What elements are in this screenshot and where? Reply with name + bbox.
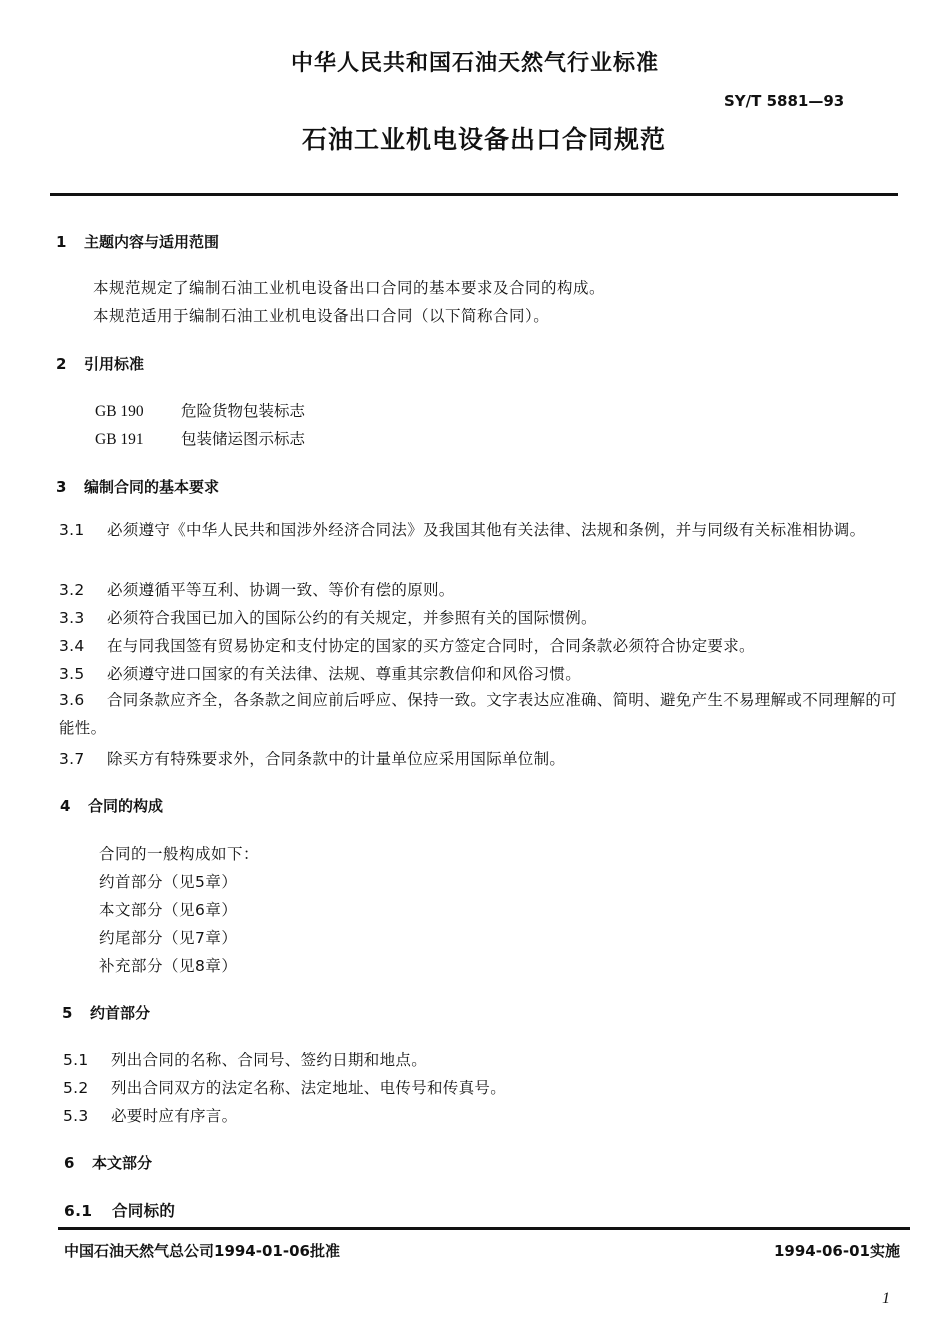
section-number: 4 (60, 797, 71, 815)
clause-number: 3.7 (59, 750, 85, 768)
clause-text: 必须遵守《中华人民共和国涉外经济合同法》及我国其他有关法律、法规和条例，并与同级有关标准相协调。 (107, 521, 866, 539)
section-number: 5 (62, 1004, 73, 1022)
document-title: 石油工业机电设备出口合同规范 (301, 125, 666, 154)
reference-item (95, 427, 305, 449)
clause-3-6 (59, 686, 899, 742)
clause-number: 3.3 (59, 609, 85, 627)
clause-text: 除买方有特殊要求外，合同条款中的计量单位应采用国际单位制。 (107, 750, 566, 768)
section-6-heading (64, 1152, 152, 1173)
section-title: 引用标准 (84, 355, 145, 373)
clause-number: 3.1 (59, 521, 85, 539)
clause-text: 合同标的 (112, 1202, 176, 1220)
clause-3-4 (59, 634, 755, 656)
clause-text: 在与同我国签有贸易协定和支付协定的国家的买方签定合同时，合同条款必须符合协定要求。 (107, 637, 755, 655)
composition-part: 补充部分（见8章） (99, 957, 238, 975)
section-3-heading (56, 476, 219, 497)
composition-intro: 合同的一般构成如下： (99, 845, 260, 863)
clause-3-3 (59, 606, 597, 628)
section-4-heading (60, 795, 163, 816)
clause-text: 列出合同的名称、合同号、签约日期和地点。 (111, 1051, 428, 1069)
reference-code: GB 190 (95, 403, 144, 420)
composition-part: 本文部分（见6章） (99, 901, 238, 919)
section-2-heading (56, 353, 144, 374)
section-number: 2 (56, 355, 67, 373)
section-number: 6 (64, 1154, 75, 1172)
paragraph: 本规范适用于编制石油工业机电设备出口合同（以下简称合同）。 (93, 307, 550, 325)
standard-code: SY/T 5881—93 (724, 92, 845, 110)
approval-date: 中国石油天然气总公司1994-01-06批准 (64, 1242, 340, 1260)
clause-3-1 (59, 516, 899, 544)
reference-code: GB 191 (95, 431, 144, 448)
section-title: 合同的构成 (88, 797, 164, 815)
clause-number: 3.5 (59, 665, 85, 683)
reference-item (95, 399, 305, 421)
clause-3-7 (59, 747, 565, 769)
header-divider (50, 193, 898, 196)
clause-5-1 (63, 1048, 427, 1070)
section-number: 1 (56, 233, 67, 251)
clause-text: 必要时应有序言。 (111, 1107, 238, 1125)
clause-number: 5.2 (63, 1079, 89, 1097)
clause-text: 合同条款应齐全，各条款之间应前后呼应、保持一致。文字表达应准确、简明、避免产生不易理解或不同理解的可能性。 (59, 691, 898, 737)
clause-number: 3.4 (59, 637, 85, 655)
section-title: 主题内容与适用范围 (84, 233, 220, 251)
clause-3-2 (59, 578, 455, 600)
composition-part: 约尾部分（见7章） (99, 929, 238, 947)
section-title: 本文部分 (92, 1154, 153, 1172)
footer-divider (58, 1227, 910, 1230)
section-number: 3 (56, 478, 67, 496)
clause-3-5 (59, 662, 581, 684)
clause-5-2 (63, 1076, 506, 1098)
clause-number: 3.6 (59, 691, 85, 709)
subsection-6-1-heading (64, 1199, 175, 1221)
clause-text: 列出合同双方的法定名称、法定地址、电传号和传真号。 (111, 1079, 507, 1097)
clause-number: 6.1 (64, 1202, 93, 1220)
reference-name: 危险货物包装标志 (181, 402, 306, 420)
effective-date: 1994-06-01实施 (774, 1242, 900, 1260)
section-title: 约首部分 (90, 1004, 151, 1022)
section-title: 编制合同的基本要求 (84, 478, 220, 496)
clause-number: 5.1 (63, 1051, 89, 1069)
page-number: 1 (882, 1290, 890, 1307)
clause-5-3 (63, 1104, 237, 1126)
clause-number: 3.2 (59, 581, 85, 599)
section-1-heading (56, 231, 219, 252)
composition-part: 约首部分（见5章） (99, 873, 238, 891)
section-5-heading (62, 1002, 150, 1023)
industry-standard-heading: 中华人民共和国石油天然气行业标准 (290, 51, 659, 76)
clause-number: 5.3 (63, 1107, 89, 1125)
paragraph: 本规范规定了编制石油工业机电设备出口合同的基本要求及合同的构成。 (93, 279, 606, 297)
clause-text: 必须符合我国已加入的国际公约的有关规定，并参照有关的国际惯例。 (107, 609, 597, 627)
reference-name: 包装储运图示标志 (181, 430, 306, 448)
clause-text: 必须遵守进口国家的有关法律、法规、尊重其宗教信仰和风俗习惯。 (107, 665, 582, 683)
clause-text: 必须遵循平等互利、协调一致、等价有偿的原则。 (107, 581, 455, 599)
